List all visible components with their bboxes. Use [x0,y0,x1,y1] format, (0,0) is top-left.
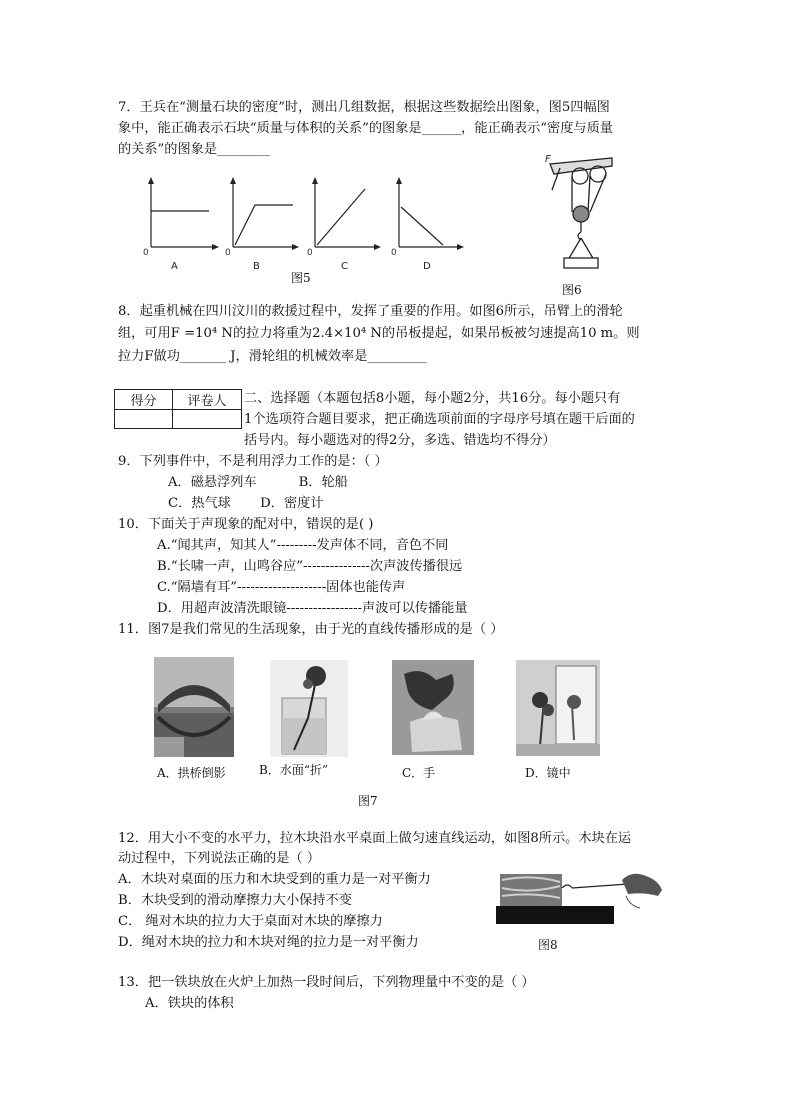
q9-stem: 9．下列事件中，不是利用浮力工作的是：（ ） [118,454,388,469]
fig7-caption-a: A．拱桥倒影 [157,766,226,780]
photo-hand-shadow [392,660,474,755]
score-table [114,389,242,429]
figure-5-graphs [135,175,465,275]
q12-line-2: 动过程中，下列说法正确的是（ ） [118,851,321,866]
photo-mirror [516,660,600,756]
graph-c-label: C [341,261,348,272]
fig7-caption-b: B．水面“折” [259,763,329,777]
moving-pulley [573,206,589,222]
graph-c-origin: 0 [307,248,313,258]
figure-6-caption: 图6 [562,283,582,297]
graph-a-label: A [171,261,178,272]
graph-c-line [317,189,365,245]
graph-d-line [401,207,443,245]
graph-a-origin: 0 [143,248,149,258]
pull-rope [572,884,628,888]
q12-option-a: A．木块对桌面的压力和木块受到的重力是一对平衡力 [118,872,431,887]
grader-header: 评卷人 [173,390,242,410]
q7-line-1: 7．王兵在“测量石块的密度”时，测出几组数据，根据这些数据绘出图象，图5四幅图 [118,100,610,115]
table-surface [496,906,614,924]
section2-line-3: 括号内。每小题选对的得2分，多选、错选均不得分） [244,433,556,448]
figure-5-caption: 图5 [291,271,311,285]
q13-option-a: A．铁块的体积 [145,996,234,1011]
q8-line-3: 拉力F做功_______ J，滑轮组的机械效率是_________ [118,349,427,364]
q11-stem: 11．图7是我们常见的生活现象，由于光的直线传播形成的是（ ） [118,622,504,637]
figure-8-block-pull [496,866,666,928]
graph-b-line [235,205,293,245]
q7-line-2: 象中，能正确表示石块“质量与体积的关系”的图象是______，能正确表示“密度与质量 [118,121,613,136]
photo-water-bent [270,660,348,757]
q10-option-b: B.“长啸一声，山鸣谷应”---------------次声波传播很远 [157,559,463,574]
q12-option-c: C． 绳对木块的拉力大于桌面对木块的摩擦力 [118,914,383,929]
graph-b-label: B [253,261,260,272]
q10-stem: 10．下面关于声现象的配对中，错误的是( ) [118,517,374,532]
lifting-board [564,258,598,268]
graph-d-origin: 0 [391,248,397,258]
photo-arch-bridge [154,657,234,757]
q8-line-2: 组，可用F =10⁴ N的拉力将重为2.4×10⁴ N的吊板提起，如果吊板被匀速提高10 m。则 [118,326,640,341]
q10-option-c: C.“隔墙有耳”--------------------固体也能传声 [157,580,406,595]
q9-options-row-1: A．磁悬浮列车 B．轮船 [168,475,348,490]
fig7-caption-c: C．手 [402,766,436,780]
figure-7-caption: 图7 [358,794,378,808]
graph-b-origin: 0 [225,248,231,258]
q9-options-row-2: C．热气球 D．密度计 [168,496,324,511]
force-f-label: F [545,154,551,165]
section2-line-1: 二、选择题（本题包括8小题，每小题2分，共16分。每小题只有 [244,391,621,406]
section2-line-2: 1个选项符合题目要求，把正确选项前面的字母序号填在题干后面的 [244,412,635,427]
hand [622,874,662,896]
q10-option-d: D．用超声波清洗眼镜-----------------声波可以传播能量 [157,601,468,616]
score-cell[interactable] [115,410,173,429]
q8-line-1: 8．起重机械在四川汶川的救援过程中，发挥了重要的作用。如图6所示，吊臂上的滑轮 [118,304,623,319]
fig7-caption-d: D．镜中 [525,766,571,780]
q12-line-1: 12．用大小不变的水平力，拉木块沿水平桌面上做匀速直线运动，如图8所示。木块在运 [118,831,632,846]
q10-option-a: A.“闻其声，知其人”---------发声体不同，音色不同 [157,538,449,553]
q13-stem: 13．把一铁块放在火炉上加热一段时间后，下列物理量中不变的是（ ） [118,975,535,990]
figure-8-caption: 图8 [538,938,558,952]
q12-option-b: B．木块受到的滑动摩擦力大小保持不变 [118,893,352,908]
figure-6-pulley [538,150,618,272]
q7-line-3: 的关系”的图象是________ [118,142,270,157]
q12-option-d: D．绳对木块的拉力和木块对绳的拉力是一对平衡力 [118,935,419,950]
graph-d-label: D [423,261,431,272]
score-header: 得分 [115,390,173,410]
grader-cell[interactable] [173,410,242,429]
